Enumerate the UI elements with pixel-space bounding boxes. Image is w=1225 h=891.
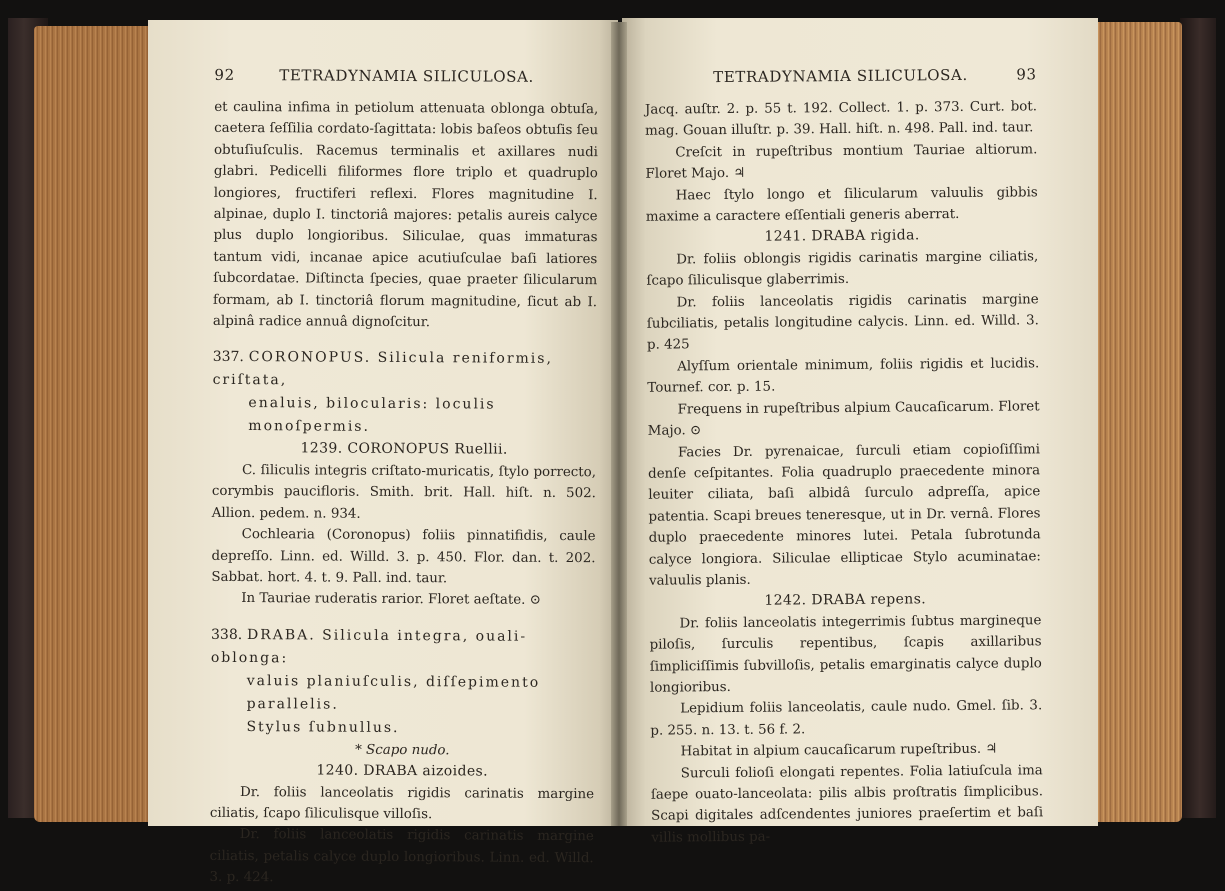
right-running-head: TETRADYNAMIA SILICULOSA. (713, 65, 968, 87)
right-intro-paragraph: Jacq. auſtr. 2. p. 55 t. 192. Collect. 1. p. 373. Curt. bot. mag. Gouan illuſtr. p. 39. Hall. hiſt. n. 498. Pall. ind. taur. (644, 99, 1038, 140)
book-gutter (611, 22, 627, 826)
species-paragraph: Surculi folioſi elongati repentes. Folia latiuſcula ima ſaepe ouato-lanceolata: pilis albis proſtratis ſimplicibus. Scapi digitales adſcendentes juniores praeſertim et baſi villis mollibus pa- (650, 762, 1044, 846)
subsection-heading: * Scapo nudo. (355, 742, 450, 759)
left-page-number: 92 (214, 65, 235, 84)
right-running-header (645, 64, 1037, 91)
genus-number: 337. (212, 349, 244, 366)
genus-line: valuis planiuſculis, diſſepimento parallelis. (246, 672, 541, 713)
right-page-text (645, 64, 1044, 849)
left-page-text (209, 65, 598, 891)
species-paragraph: In Tauriae ruderatis rarior. Floret aeſtate. ⊙ (241, 591, 541, 609)
right-intro-paragraph: Creſcit in rupeſtribus montium Tauriae altiorum. Floret Majo. ♃ (645, 142, 1038, 182)
right-page-edges (1092, 22, 1182, 822)
genus-line: enaluis, bilocularis: loculis monoſpermis. (248, 395, 496, 436)
species-paragraph: Dr. foliis lanceolatis integerrimis ſubtus margineque piloſis, ſurculis repentibus, ſcapis axillaribus ſimpliciſſimis ſubvilloſis, petalis emarginatis calyce duplo longioribus. (649, 613, 1042, 696)
left-running-head: TETRADYNAMIA SILICULOSA. (279, 66, 534, 86)
right-cover (1180, 18, 1216, 818)
species-paragraph: Cochlearia (Coronopus) foliis pinnatifidis, caule depreſſo. Linn. ed. Willd. 3. p. 450. Flor. dan. t. 202. Sabbat. hort. 4. t. 9. Pall. ind. taur. (211, 527, 596, 587)
left-running-header (214, 65, 598, 91)
species-paragraph: Facies Dr. pyrenaicae, ſurculi etiam copioſiſſimi denſe ceſpitantes. Folia quadruplo praecedente minora leuiter ciliata, baſi albidâ ſurculo adpreſſa, apice patentia. Scapi breues teneresque, ut in Dr. vernâ. Flores duplo praecedente minores lutei. Petala ſubrotunda calyce longiora. Siliculae ellipticae Stylo acuminatae: valuulis planis. (648, 441, 1041, 589)
genus-number: 338. (210, 626, 243, 643)
right-intro-paragraph: Haec ſtylo longo et ſilicularum valuulis gibbis maxime a caractere eſſentiali generis aberrat. (645, 184, 1038, 225)
species-paragraph: Frequens in rupeſtribus alpium Caucaſicarum. Floret Majo. ⊙ (647, 398, 1040, 439)
species-heading-1240: 1240. DRABA aizoides. (316, 762, 489, 780)
genus-line: Stylus ſubnullus. (246, 718, 400, 736)
right-page-number: 93 (1016, 65, 1037, 84)
left-page-edges (34, 26, 152, 822)
species-paragraph: Dr. foliis lanceolatis rigidis carinatis margine ſubciliatis, petalis longitudine calycis. Linn. ed. Willd. 3. p. 425 (646, 291, 1039, 354)
species-paragraph: C. ſiliculis integris criſtato-muricatis, ſtylo porrecto, corymbis paucifloris. Smith. brit. Hall. hiſt. n. 502. Allion. pedem. n. 934. (211, 462, 597, 522)
species-paragraph: Habitat in alpium caucaſicarum rupeſtribus. ♃ (680, 741, 998, 760)
genus-line: DRABA. Silicula integra, ouali-oblonga: (210, 626, 528, 667)
species-paragraph: Dr. foliis lanceolatis rigidis carinatis margine ciliatis, petalis calyce duplo longioribus. Linn. ed. Willd. 3. p. 424. (209, 827, 594, 886)
species-paragraph: Dr. foliis oblongis rigidis carinatis margine ciliatis, ſcapo ſiliculisque glaberrimis. (646, 249, 1039, 289)
species-paragraph: Lepidium foliis lanceolatis, caule nudo. Gmel. ſib. 3. p. 255. n. 13. t. 56 f. 2. (650, 698, 1043, 739)
left-intro-paragraph: et caulina infima in petiolum attenuata oblonga obtuſa, caetera ſeſſilia cordato-ſagittata: lobis baſeos obtuſis ſeu obtuſiuſculis. Racemus terminalis et axillares nudi glabri. Pedicelli filiformes flore triplo et quadruplo longiores, fructiferi reflexi. Flores magnitudine I. alpinae, duplo I. tinctoriâ majores: petalis aureis calyce plus duplo longioribus. Siliculae, quas immaturas tantum vidi, incanae apice acutiuſculae baſi latiores ſubcordatae. Diſtincta ſpecies, quae praeter ſilicularum formam, ab I. tinctoriâ florum magnitudine, ſicut ab I. alpinâ radice annuâ dignoſcitur. (212, 99, 599, 331)
species-heading-1239: 1239. CORONOPUS Ruellii. (300, 440, 508, 459)
species-paragraph: Alyſſum orientale minimum, foliis rigidis et lucidis. Tournef. cor. p. 15. (647, 356, 1040, 396)
genus-338 (210, 624, 595, 741)
species-heading-1242: 1242. DRABA repens. (764, 591, 927, 610)
genus-line: CORONOPUS. Silicula reniformis, criſtata, (212, 349, 553, 389)
species-heading-1241: 1241. DRABA rigida. (764, 227, 920, 246)
genus-337 (212, 346, 597, 440)
species-paragraph: Dr. foliis lanceolatis rigidis carinatis margine ciliatis, ſcapo ſiliculisque villoſis. (209, 784, 595, 823)
